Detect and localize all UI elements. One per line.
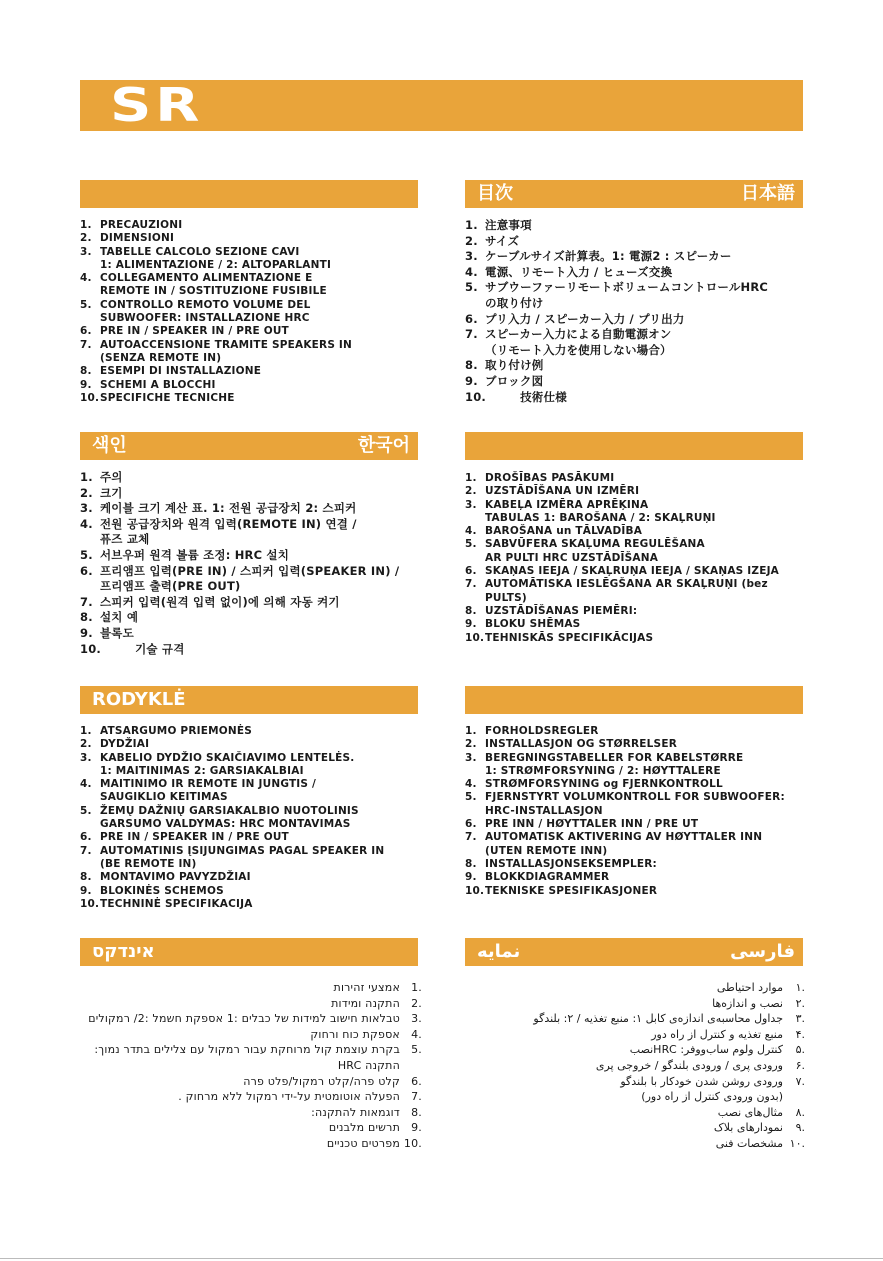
toc-item [80, 548, 420, 564]
toc-item-number: 5. [465, 538, 477, 551]
toc-item [80, 517, 420, 548]
toc-item-label: SABVŪFERA SKAĻUMA REGULĒŠANA AR PULTI HRC UZSTĀDĪŠANA [485, 538, 705, 564]
toc-item-label: منبع تغذیه و کنترل از راه دور [651, 1027, 783, 1041]
toc-item [80, 486, 420, 502]
toc-item [80, 392, 420, 405]
toc-item-label: BLOKKDIAGRAMMER [485, 871, 610, 884]
toc-list-latvian [465, 472, 805, 645]
toc-item-label: 電源、リモート入力 / ヒューズ交換 [485, 264, 673, 279]
toc-item-label: 프리앰프 입력(PRE IN) / 스피커 입력(SPEAKER IN) / 프리앰프 출력(PRE OUT) [100, 563, 400, 594]
toc-item-label: אמצעי זהירות [333, 981, 400, 994]
section-title: אינדקס [92, 941, 155, 962]
toc-item [60, 996, 422, 1012]
toc-item-number: 5. [80, 298, 92, 311]
toc-item [465, 791, 805, 818]
toc-item-number: 8. [465, 857, 477, 870]
toc-item [465, 885, 805, 898]
toc-item [465, 218, 805, 234]
toc-item [60, 1136, 422, 1152]
toc-item [465, 1011, 805, 1027]
toc-item-label: MONTAVIMO PAVYZDŽIAI [100, 871, 251, 884]
toc-item-label: דוגמאות להתקנה: [311, 1105, 400, 1119]
toc-list-italian [80, 219, 420, 405]
toc-item-label: TEHNISKĀS SPECIFIKĀCIJAS [485, 631, 654, 644]
brand-logo: SR [110, 78, 204, 132]
toc-item-label: BEREGNINGSTABELLER FOR KABELSTØRRE 1: STRØMFORSYNING / 2: HØYTTALERE [485, 751, 744, 777]
section-title: 目次 [477, 183, 513, 204]
toc-item-label: ブロック図 [485, 373, 544, 388]
toc-item [80, 752, 420, 779]
toc-item-label: UZSTĀDĪŠANAS PIEMĒRI: [485, 604, 638, 617]
toc-item-label: TABELLE CALCOLO SEZIONE CAVI 1: ALIMENTAZIONE / 2: ALTOPARLANTI [100, 245, 332, 271]
toc-item [465, 996, 805, 1012]
toc-item-label: COLLEGAMENTO ALIMENTAZIONE E REMOTE IN / SOSTITUZIONE FUSIBILE [100, 272, 327, 298]
toc-item-number: .۱ [795, 981, 805, 994]
section-language: 日本語 [741, 183, 795, 204]
toc-item-label: FORHOLDSREGLER [485, 725, 599, 737]
toc-item-label: מפרטים טכניים [326, 1136, 400, 1150]
toc-item [60, 1011, 422, 1027]
toc-item [80, 470, 420, 486]
toc-item-label: STRØMFORSYNING og FJERNKONTROLL [485, 778, 723, 791]
toc-item-label: TEKNISKE SPESIFIKASJONER [485, 884, 658, 897]
toc-item-number: 1. [465, 472, 477, 484]
toc-item [80, 610, 420, 626]
section-title: RODYKLĖ [92, 689, 186, 710]
toc-item [465, 525, 805, 538]
toc-item-label: 주의 [100, 470, 123, 484]
toc-item-number: .9 [411, 1121, 422, 1135]
toc-item-label: AUTOMĀTISKA IESLĒGŠANA AR SKAĻRUŅI (bez PULTS) [485, 578, 768, 604]
toc-item [465, 818, 805, 831]
toc-item [80, 219, 420, 232]
toc-item-number: 1. [80, 219, 92, 231]
toc-item [465, 1136, 805, 1152]
toc-item-number: .6 [411, 1074, 422, 1088]
toc-item-number: 10. [465, 389, 486, 404]
toc-item [465, 618, 805, 631]
toc-item [80, 845, 420, 872]
toc-item-number: 1. [80, 470, 93, 484]
toc-item-number: 5. [80, 547, 93, 562]
toc-item-label: UZSTĀDĪŠANA UN IZMĒRI [485, 485, 640, 498]
toc-item-label: INSTALLASJON OG STØRRELSER [485, 738, 677, 751]
toc-item-label: نصب و اندازه‌ها [712, 996, 783, 1010]
toc-item-number: 9. [465, 373, 478, 388]
toc-list-lithuanian [80, 725, 420, 911]
toc-item-label: 전원 공급장치와 원격 입력(REMOTE IN) 연결 / 퓨즈 교체 [100, 516, 357, 547]
toc-item-label: MAITINIMO IR REMOTE IN JUNGTIS / SAUGIKLIO KEITIMAS [100, 778, 317, 804]
toc-item-number: .3 [411, 1012, 422, 1026]
toc-item-number: 7. [465, 578, 477, 591]
toc-item-label: טבלאות חישוב למידות של כבלים :1 אספקת חשמל :2/ רמקולים [88, 1012, 400, 1026]
toc-item-label: PRE IN / SPEAKER IN / PRE OUT [100, 325, 289, 338]
toc-item-number: 3. [465, 498, 477, 511]
toc-item-number: .2 [411, 996, 422, 1010]
toc-item-label: DYDŽIAI [100, 738, 150, 751]
toc-item [80, 725, 420, 738]
toc-item [80, 595, 420, 611]
toc-item [80, 564, 420, 595]
toc-item [465, 605, 805, 618]
toc-item-label: 서브우퍼 원격 볼륨 조정: HRC 설치 [100, 547, 290, 562]
toc-item [465, 358, 805, 374]
toc-item-number: 3. [80, 245, 92, 258]
toc-item-number: .۲ [795, 996, 805, 1010]
toc-item-label: TECHNINĖ SPECIFIKACIJA [100, 897, 253, 910]
toc-item-label: KABELIO DYDŽIO SKAIČIAVIMO LENTELĖS. 1: MAITINIMAS 2: GARSIAKALBIAI [100, 751, 355, 777]
toc-item [465, 858, 805, 871]
toc-item-label: PRECAUZIONI [100, 219, 183, 231]
toc-item [465, 249, 805, 265]
toc-item [465, 871, 805, 884]
toc-item-number: 8. [465, 358, 478, 373]
toc-item [80, 626, 420, 642]
toc-item [465, 234, 805, 250]
toc-item-label: ŽEMŲ DAŽNIŲ GARSIAKALBIO NUOTOLINIS GARSUMO VALDYMAS: HRC MONTAVIMAS [100, 804, 359, 831]
toc-item-number: 2. [465, 738, 477, 751]
section-bar-lithuanian [80, 686, 418, 714]
toc-item-number: .۹ [795, 1121, 805, 1135]
toc-item-label: תרשים מלבנים [328, 1121, 400, 1135]
toc-item-label: DIMENSIONI [100, 232, 175, 245]
section-language: فارسی [730, 941, 795, 962]
toc-item [465, 1074, 805, 1105]
toc-item-number: 6. [465, 311, 478, 326]
toc-item-label: プリ入力 / スピーカー入力 / プリ出力 [485, 311, 685, 326]
toc-item [465, 1105, 805, 1121]
toc-item [465, 752, 805, 779]
toc-item-label: AUTOMATINIS ĮSIJUNGIMAS PAGAL SPEAKER IN (BE REMOTE IN) [100, 844, 385, 870]
toc-item-number: .4 [411, 1027, 422, 1041]
toc-list-norwegian [465, 725, 805, 898]
toc-item-number: 3. [465, 249, 478, 264]
toc-item-label: 取り付け例 [485, 358, 544, 373]
page-bottom-rule [0, 1258, 883, 1259]
toc-item [465, 485, 805, 498]
toc-item [465, 472, 805, 485]
toc-item-label: PRE IN / SPEAKER IN / PRE OUT [100, 831, 289, 844]
toc-item-label: مثال‌های نصب [717, 1105, 783, 1119]
toc-item-label: スピーカー入力による自動電源オン （リモート入力を使用しない場合） [485, 327, 672, 357]
toc-item-label: 크기 [100, 485, 123, 500]
toc-item-number: 10. [465, 631, 485, 644]
section-bar-korean [80, 432, 418, 460]
toc-item-number: .۶ [795, 1058, 805, 1072]
toc-item-number: 2. [465, 485, 477, 498]
toc-item-label: CONTROLLO REMOTO VOLUME DEL SUBWOOFER: INSTALLAZIONE HRC [100, 298, 311, 325]
toc-item-number: 9. [465, 618, 477, 631]
toc-item-number: 1. [465, 218, 478, 232]
toc-list-japanese [465, 218, 805, 405]
toc-item-number: 7. [465, 327, 478, 342]
toc-item [60, 1074, 422, 1090]
toc-item [80, 831, 420, 844]
section-bar-latvian [465, 432, 803, 460]
section-bar-japanese [465, 180, 803, 208]
toc-item-number: 4. [80, 778, 92, 791]
toc-list-hebrew [60, 980, 422, 1152]
toc-item-label: موارد احتیاطی [716, 981, 783, 994]
toc-item-label: 기술 규격 [100, 641, 185, 656]
toc-item [80, 299, 420, 326]
toc-item [80, 885, 420, 898]
toc-item-number: 10. [80, 641, 101, 656]
toc-item [465, 738, 805, 751]
toc-item-number: 2. [80, 738, 92, 751]
toc-item-label: קלט פרה/קלט רמקול/פלט פרה [243, 1074, 400, 1088]
toc-item-number: .5 [411, 1043, 422, 1057]
toc-item-number: 7. [80, 844, 92, 857]
toc-item-label: ケーブルサイズ計算表。1: 電源2 : スピーカー [485, 249, 732, 264]
toc-item [465, 280, 805, 311]
toc-item [465, 312, 805, 328]
toc-item-label: SPECIFICHE TECNICHE [100, 391, 235, 404]
toc-item-label: 스피커 입력(원격 입력 없이)에 의해 자동 켜기 [100, 594, 340, 609]
toc-item [465, 390, 805, 406]
toc-item [80, 339, 420, 366]
toc-item [80, 501, 420, 517]
toc-item [80, 272, 420, 299]
toc-item-label: 注意事項 [485, 218, 532, 232]
toc-item [80, 365, 420, 378]
toc-item [80, 379, 420, 392]
toc-item-number: 3. [465, 751, 477, 764]
toc-item-label: کنترل ولوم ساب‌ووفر: HRCنصب [629, 1043, 783, 1057]
toc-item-label: BLOKINĖS SCHEMOS [100, 884, 224, 897]
toc-item-number: 9. [80, 378, 92, 391]
toc-item-number: .۸ [795, 1105, 805, 1119]
toc-item-label: BAROŠANA un TĀLVADĪBA [485, 525, 643, 538]
toc-item-number: .7 [411, 1090, 422, 1104]
toc-item [60, 1105, 422, 1121]
toc-item-number: 5. [80, 804, 92, 817]
toc-item-number: 4. [465, 778, 477, 791]
toc-item-number: 4. [80, 516, 93, 531]
toc-item [60, 1120, 422, 1136]
toc-item [60, 1027, 422, 1043]
toc-item-number: .۱۰ [789, 1136, 805, 1150]
toc-item [465, 265, 805, 281]
toc-item-label: SCHEMI A BLOCCHI [100, 378, 216, 391]
toc-item-number: 4. [80, 272, 92, 285]
toc-item-label: ورودی پری / ورودی بلندگو / خروجی پری [595, 1058, 783, 1072]
toc-item [465, 327, 805, 358]
toc-item [80, 642, 420, 658]
toc-item-number: 6. [80, 563, 93, 578]
toc-item-number: 1. [80, 725, 92, 737]
section-bar-hebrew [80, 938, 418, 966]
toc-item-number: 10. [465, 884, 485, 897]
toc-item-label: جداول محاسبه‌ی اندازه‌ی کابل ۱: منبع تغذیه / ۲: بلندگو [533, 1012, 783, 1026]
toc-item [465, 499, 805, 526]
toc-item-number: 9. [465, 871, 477, 884]
toc-item-number: 8. [80, 365, 92, 378]
toc-item-label: התקנה ומידות [331, 996, 400, 1010]
toc-item-label: サブウーファーリモートボリュームコントロールHRC の取り付け [485, 280, 769, 310]
toc-item-number: 7. [465, 831, 477, 844]
toc-item [465, 725, 805, 738]
toc-item [465, 374, 805, 390]
brand-header [80, 80, 803, 131]
toc-item-number: .۴ [795, 1027, 805, 1041]
toc-item-label: ATSARGUMO PRIEMONĖS [100, 725, 252, 737]
toc-item [60, 980, 422, 996]
toc-item-label: INSTALLASJONSEKSEMPLER: [485, 857, 657, 870]
toc-item-number: 6. [80, 831, 92, 844]
toc-item-number: .۳ [795, 1012, 805, 1026]
toc-item [80, 805, 420, 832]
toc-item [465, 980, 805, 996]
toc-item [80, 325, 420, 338]
toc-item [80, 738, 420, 751]
toc-item-number: 1. [465, 725, 477, 737]
toc-item-label: הפעלה אוטומטית על-ידי רמקול ללא מרחוק . [178, 1090, 400, 1104]
section-bar-persian [465, 938, 803, 966]
toc-item-number: .۵ [795, 1043, 805, 1057]
toc-item-number: 2. [80, 232, 92, 245]
toc-list-korean [80, 470, 420, 657]
toc-item-number: 6. [80, 325, 92, 338]
toc-item-label: نمودارهای بلاک [713, 1121, 783, 1135]
toc-item-number: 7. [80, 594, 93, 609]
toc-item-number: 8. [80, 610, 93, 625]
toc-item-number: 3. [80, 501, 93, 516]
toc-item [80, 232, 420, 245]
toc-item-number: 3. [80, 751, 92, 764]
toc-item-label: ESEMPI DI INSTALLAZIONE [100, 365, 262, 378]
toc-item-label: BLOKU SHĒMAS [485, 618, 581, 631]
toc-item-label: AUTOACCENSIONE TRAMITE SPEAKERS IN (SENZA REMOTE IN) [100, 338, 353, 364]
section-title: 색인 [92, 435, 127, 456]
section-bar-norwegian [465, 686, 803, 714]
toc-item [60, 1042, 422, 1073]
section-language: 한국어 [357, 435, 410, 456]
toc-item-number: 4. [465, 264, 478, 279]
toc-item [465, 1120, 805, 1136]
toc-item-label: KABEĻA IZMĒRA APRĒĶINA TABULAS 1: BAROŠANA / 2: SKAĻRUŅI [485, 498, 716, 524]
toc-item-number: 10. [80, 391, 100, 404]
toc-item-number: 2. [465, 233, 478, 248]
toc-item-label: אספקת כוח ורחוק [310, 1027, 400, 1041]
toc-item [465, 538, 805, 565]
toc-item-label: 케이블 크기 계산 표. 1: 전원 공급장치 2: 스피커 [100, 501, 357, 516]
toc-item [80, 898, 420, 911]
toc-item-number: .10 [403, 1136, 422, 1150]
toc-item [465, 778, 805, 791]
toc-item-label: 블록도 [100, 625, 134, 640]
toc-item-number: .۷ [795, 1074, 805, 1088]
toc-item-label: 설치 예 [100, 610, 139, 625]
toc-item-label: FJERNSTYRT VOLUMKONTROLL FOR SUBWOOFER: HRC-INSTALLASJON [485, 791, 785, 817]
toc-item-number: 2. [80, 485, 93, 500]
toc-item [80, 778, 420, 805]
toc-item-label: 技術仕様 [485, 389, 567, 404]
toc-item [465, 831, 805, 858]
toc-item-number: 5. [465, 791, 477, 804]
toc-item-label: مشخصات فنی [715, 1136, 783, 1150]
toc-item-label: DROŠĪBAS PASĀKUMI [485, 472, 615, 484]
toc-item [465, 632, 805, 645]
toc-item [465, 1042, 805, 1058]
toc-list-persian [465, 980, 805, 1152]
toc-item-number: 9. [80, 625, 93, 640]
toc-item-number: 8. [80, 871, 92, 884]
toc-item [465, 565, 805, 578]
toc-item-number: 5. [465, 280, 478, 295]
toc-item-number: .8 [411, 1105, 422, 1119]
section-title: نمایه [477, 941, 521, 962]
toc-item-number: 8. [465, 604, 477, 617]
toc-item-label: サイズ [485, 233, 520, 248]
toc-item-number: .1 [411, 981, 422, 994]
toc-item-label: בקרת עוצמת קול מרוחקת עבור רמקול עם צלילים בתדר נמוך: התקנה HRC [94, 1043, 400, 1072]
toc-item-number: 10. [80, 897, 100, 910]
toc-item-number: 6. [465, 818, 477, 831]
toc-item [465, 578, 805, 605]
toc-item-label: PRE INN / HØYTTALER INN / PRE UT [485, 818, 699, 831]
toc-item-label: AUTOMATISK AKTIVERING AV HØYTTALER INN (UTEN REMOTE INN) [485, 831, 763, 857]
toc-item [80, 871, 420, 884]
toc-item-number: 6. [465, 565, 477, 578]
toc-item-number: 4. [465, 525, 477, 538]
toc-item-number: 7. [80, 338, 92, 351]
toc-item-label: SKAŅAS IEEJA / SKAĻRUŅA IEEJA / SKAŅAS IZEJA [485, 565, 779, 578]
toc-item [80, 246, 420, 273]
toc-item-number: 9. [80, 884, 92, 897]
toc-item [465, 1058, 805, 1074]
toc-item [465, 1027, 805, 1043]
section-bar-italian [80, 180, 418, 208]
toc-item [60, 1089, 422, 1105]
toc-item-label: ورودی روشن شدن خودکار با بلندگو (بدون ورودی کنترل از راه دور) [620, 1074, 783, 1104]
